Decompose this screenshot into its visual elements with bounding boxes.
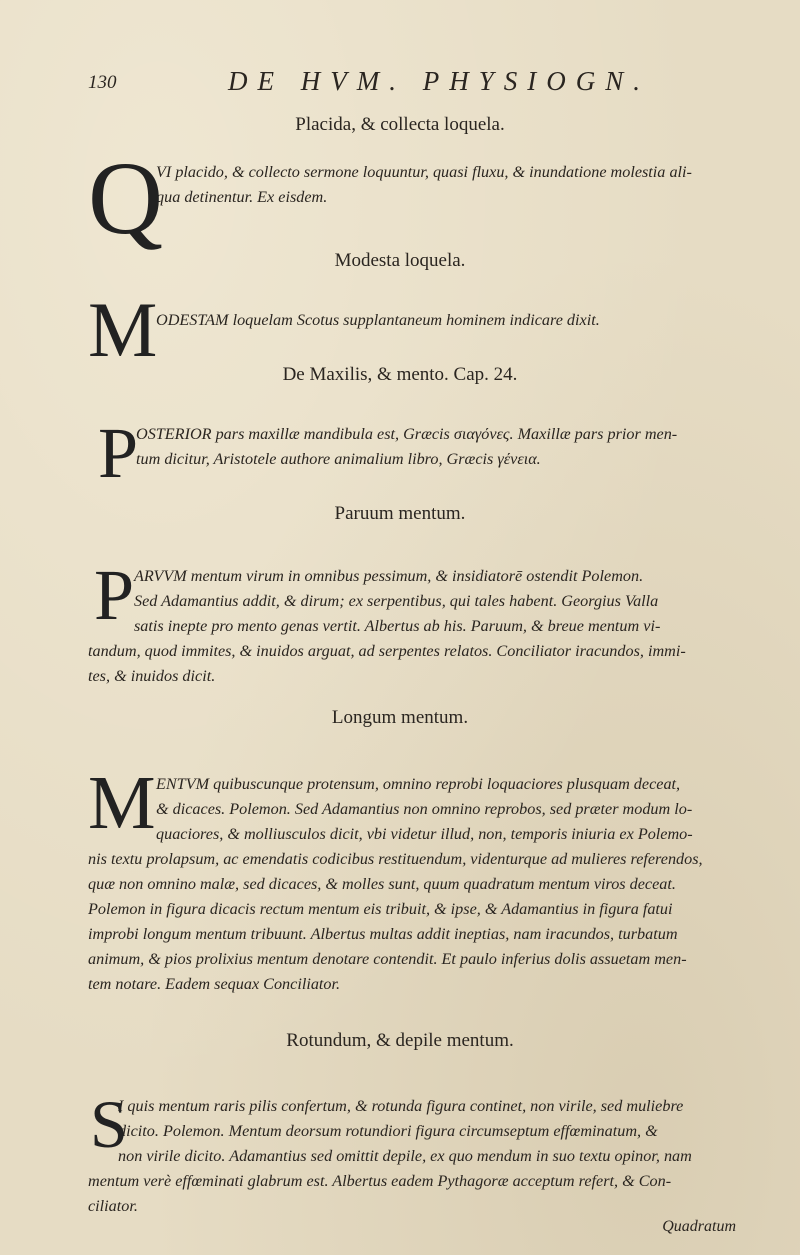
catchword: Quadratum bbox=[662, 1218, 736, 1235]
text-line: & dicaces. Polemon. Sed Adamantius non omnino reprobos, sed præter modum lo- bbox=[156, 800, 693, 818]
dropcap: P bbox=[94, 555, 135, 635]
dropcap: M bbox=[88, 761, 156, 845]
section-heading-rotundum: Rotundum, & depile mentum. bbox=[286, 1030, 514, 1051]
section-heading-paruum: Paruum mentum. bbox=[334, 503, 466, 524]
section-maxilis bbox=[88, 413, 768, 493]
text-line: tum dicitur, Aristotele authore animalium libro, Græcis γένεια. bbox=[136, 450, 541, 468]
text-line: ARVVM mentum virum in omnibus pessimum, & insidiatorē ostendit Polemon. bbox=[134, 567, 644, 585]
text-line: ODESTAM loquelam Scotus supplantaneum hominem indicare dixit. bbox=[156, 311, 600, 329]
section-rotundum bbox=[88, 1086, 768, 1219]
section-placida bbox=[88, 141, 768, 256]
dropcap: M bbox=[88, 286, 158, 373]
text-line: quæ non omnino malæ, sed dicaces, & molles sunt, quum quadratum mentum viros deceat. bbox=[88, 875, 676, 893]
dropcap: S bbox=[90, 1086, 128, 1162]
page-header bbox=[88, 62, 730, 102]
text-line: Polemon in figura dicacis rectum mentum eis tribuit, & ipse, & Adamantius in figura fatui bbox=[88, 900, 673, 918]
text-line: ciliator. bbox=[88, 1197, 138, 1215]
text-line: qua detinentur. Ex eisdem. bbox=[156, 188, 328, 206]
text-line: dicito. Polemon. Mentum deorsum rotundiori figura circumseptum effœminatum, & bbox=[118, 1122, 658, 1140]
section-modesta bbox=[88, 286, 768, 373]
page-number: 130 bbox=[88, 72, 117, 93]
running-title: DE HVM. PHYSIOGN. bbox=[228, 66, 650, 96]
text-line: tem notare. Eadem sequax Conciliator. bbox=[88, 975, 341, 993]
text-line: Sed Adamantius addit, & dirum; ex serpentibus, qui tales habent. Georgius Valla bbox=[134, 592, 659, 610]
text-line: improbi longum mentum tribuunt. Albertus multas addit ineptias, nam iracundos, turbatum bbox=[88, 925, 678, 943]
text-line: satis inepte pro mento genas vertit. Albertus ab his. Paruum, & breue mentum vi- bbox=[134, 617, 661, 635]
text-line: OSTERIOR pars maxillæ mandibula est, Græcis σιαγόνες. Maxillæ pars prior men- bbox=[136, 425, 678, 443]
dropcap: P bbox=[98, 413, 139, 493]
section-heading-modesta: Modesta loquela. bbox=[334, 250, 466, 271]
text-line: ENTVM quibuscunque protensum, omnino reprobi loquaciores plusquam deceat, bbox=[156, 775, 681, 793]
text-line: animum, & pios prolixius mentum denotare contendit. Et paulo inferius dolis assuetam men- bbox=[88, 950, 687, 968]
dropcap: Q bbox=[88, 141, 164, 256]
text-line: tandum, quod immites, & inuidos arguat, ad serpentes relatos. Conciliator iracundos, immi- bbox=[88, 642, 686, 660]
section-paruum bbox=[88, 555, 768, 689]
section-heading-longum: Longum mentum. bbox=[331, 707, 469, 728]
section-heading-placida: Placida, & collecta loquela. bbox=[295, 114, 505, 135]
text-line: I quis mentum raris pilis confertum, & rotunda figura continet, non virile, sed muliebre bbox=[118, 1097, 684, 1115]
text-line: tes, & inuidos dicit. bbox=[88, 667, 216, 685]
section-heading-maxilis: De Maxilis, & mento. Cap. 24. bbox=[282, 364, 518, 385]
text-line: VI placido, & collecto sermone loquuntur, quasi fluxu, & inundatione molestia ali- bbox=[156, 163, 692, 181]
section-longum bbox=[88, 761, 768, 997]
text-line: mentum verè effœminati glabrum est. Albertus eadem Pythagoræ acceptum refert, & Con- bbox=[88, 1172, 672, 1190]
text-line: nis textu prolapsum, ac emendatis codicibus restituendum, videnturque ad mulieres referendos, bbox=[88, 850, 703, 868]
text-line: quaciores, & molliusculos dicit, vbi videtur illud, non, temporis iniuria ex Polemo- bbox=[156, 825, 693, 843]
text-line: non virile dicito. Adamantius sed omittit depile, ex quo mendum in suo textu opinor, nam bbox=[118, 1147, 692, 1165]
